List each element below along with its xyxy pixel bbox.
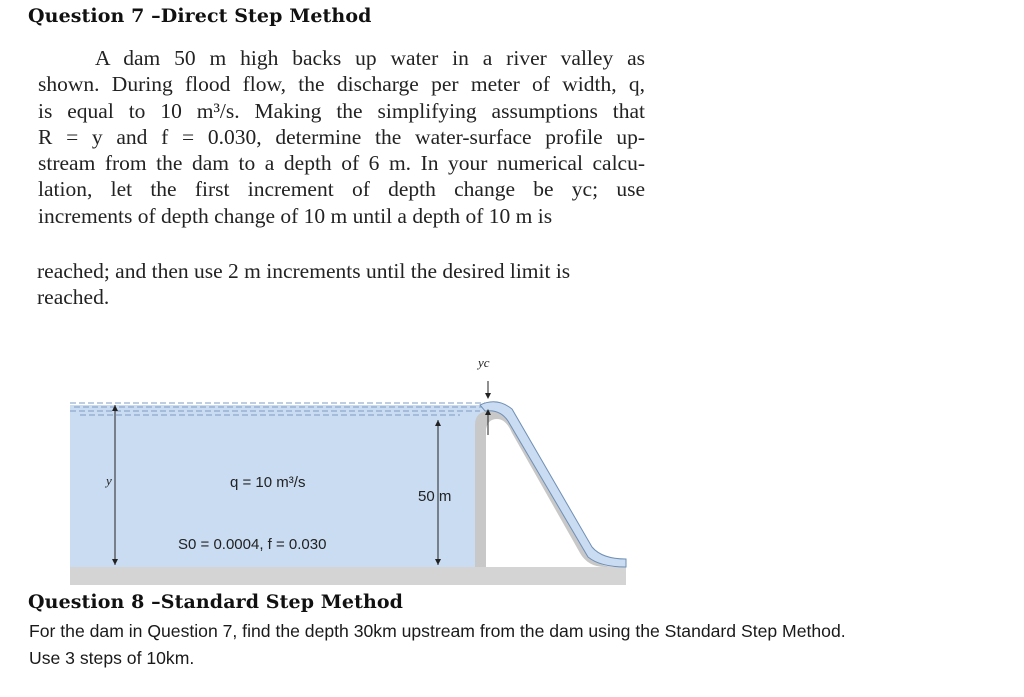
yc-label: yc (478, 355, 490, 370)
problem-line: increments of depth change of 10 m until a depth of 10 m is (38, 203, 553, 228)
continuation-line: reached; and then use 2 m increments until the desired limit is (37, 259, 571, 283)
height-label: 50 m (418, 488, 452, 505)
yc-arrowhead (485, 393, 491, 399)
problem-line: shown. During flood flow, the discharge per meter of width, q, (38, 72, 645, 97)
question-8-line: Use 3 steps of 10km. (29, 648, 195, 668)
problem-continuation (37, 258, 677, 311)
slope-friction-label: S0 = 0.0004, f = 0.030 (178, 536, 327, 553)
question-8-line: For the dam in Question 7, find the depth 30km upstream from the dam using the Standard Step Method. (29, 621, 846, 641)
problem-line: R = y and f = 0.030, determine the water-surface profile up- (38, 124, 645, 149)
problem-line: A dam 50 m high backs up water in a river valley as (95, 46, 645, 70)
discharge-label: q = 10 m³/s (230, 474, 306, 491)
dam-diagram (60, 345, 640, 590)
problem-statement (38, 45, 645, 229)
problem-line: lation, let the first increment of depth change be yc; use (38, 177, 645, 202)
question-7-title: Question 7 –Direct Step Method (28, 5, 372, 27)
ground (70, 567, 626, 585)
problem-line: is equal to 10 m³/s. Making the simplifying assumptions that (38, 98, 645, 123)
y-label: y (106, 473, 112, 488)
problem-line: stream from the dam to a depth of 6 m. In your numerical calcu- (38, 151, 645, 176)
question-8-title: Question 8 –Standard Step Method (28, 591, 404, 613)
continuation-line: reached. (37, 285, 110, 310)
